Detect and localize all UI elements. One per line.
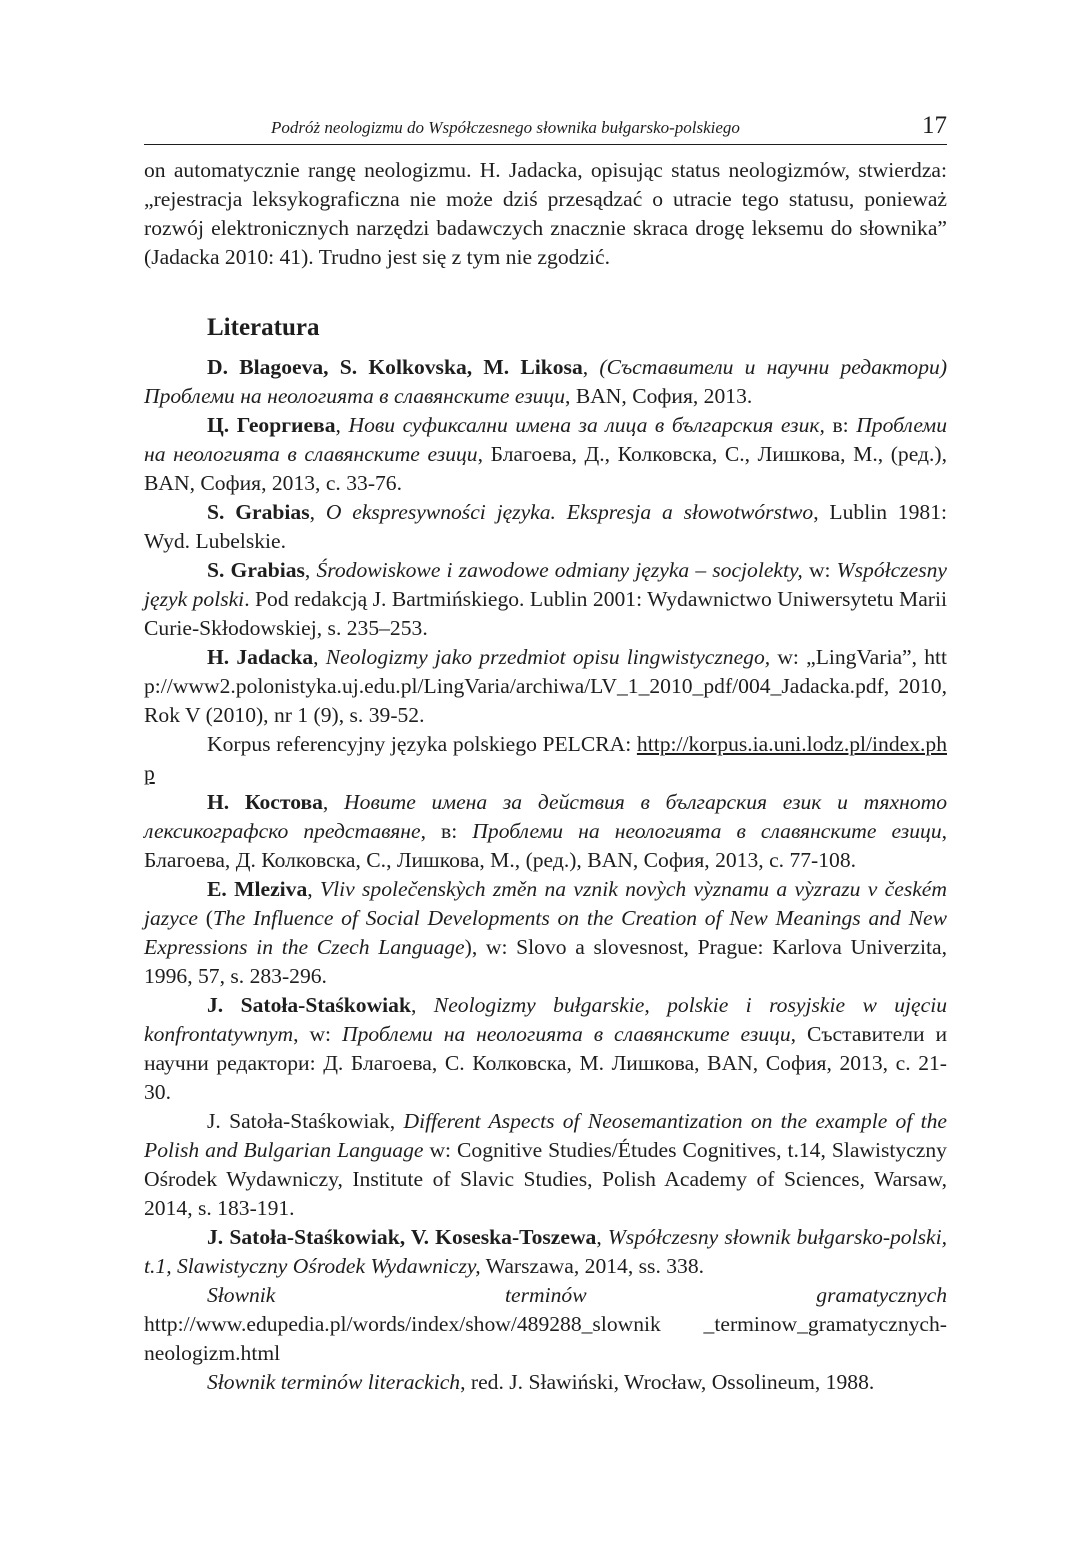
running-head-title: Podróż neologizmu do Współczesnego słownika bułgarsko-polskiego xyxy=(271,118,740,137)
intro-paragraph: on automatycznie rangę neologizmu. H. Jadacka, opisując status neologizmów, stwierdza: „rejestracja leksykograficzna nie może dziś przesądzać o utracie tego statusu, ponieważ rozwój elektronicznych narzędzi badawczych znacznie skraca drogę leksemu do słownika” (Jadacka 2010: 41). Trudno jest się z tym nie zgodzić. xyxy=(144,158,947,269)
reference-item: J. Satoła-Staśkowiak, V. Koseska-Toszewa, Współczesny słownik bułgarsko-polski, t.1, Slawistyczny Ośrodek Wydawniczy, Warszawa, 2014, ss. 338. xyxy=(144,1225,947,1278)
section-title: Literatura xyxy=(207,314,320,341)
running-head xyxy=(144,112,947,145)
reference-item: E. Mleziva, Vliv společenskỳch změn na vznik novỳch vỳznamu a vỳzrazu v českém jazyce (The Influence of Social Developments on the Creation of New Meanings and New Expressions in the Czech Language), w: Slovo a slovesnost, Prague: Karlova Univerzita, 1996, 57, s. 283-296. xyxy=(144,877,947,988)
page-number: 17 xyxy=(922,112,947,139)
reference-item: S. Grabias, Środowiskowe i zawodowe odmiany języka – socjolekty, w: Współczesny język polski. Pod redakcją J. Bartmińskiego. Lublin 2001: Wydawnictwo Uniwersytetu Marii Curie-Skłodowskiej, s. 235–253. xyxy=(144,558,947,640)
reference-item: Ц. Георгиева, Нови суфиксални имена за лица в българския език, в: Проблеми на неологията в славянските езици, Благоева, Д., Колковска, С., Лишкова, М., (ред.), BAN, София, 2013, с. 33-76. xyxy=(144,413,948,495)
reference-item: S. Grabias, O ekspresywności języka. Ekspresja a słowotwórstwo, Lublin 1981: Wyd. Lubelskie. xyxy=(144,500,947,553)
reference-item: J. Satoła-Staśkowiak, Neologizmy bułgarskie, polskie i rosyjskie w ujęciu konfrontatywnym, w: Проблеми на неологията в славянските езици, Съставители и научни редактори: Д. Благоева, С. Колковска, М. Лишкова, BAN, София, 2013, с. 21-30. xyxy=(144,993,948,1104)
page-content xyxy=(144,156,947,1397)
reference-item: H. Jadacka, Neologizmy jako przedmiot opisu lingwistycznego, w: „LingVaria”, http://www2.polonistyka.uj.edu.pl/LingVaria/archiwa/LV_1_2010_pdf/004_Jadacka.pdf, 2010, Rok V (2010), nr 1 (9), s. 39-52. xyxy=(144,645,948,727)
reference-item: J. Satoła-Staśkowiak, Different Aspects of Neosemantization on the example of the Polish and Bulgarian Language w: Cognitive Studies/Études Cognitives, t.14, Slawistyczny Ośrodek Wydawniczy, Institute of Slavic Studies, Polish Academy of Sciences, Warsaw, 2014, s. 183-191. xyxy=(144,1109,947,1220)
reference-item: Słownik terminów literackich, red. J. Sławiński, Wrocław, Ossolineum, 1988. xyxy=(207,1370,875,1394)
reference-item: D. Blagoeva, S. Kolkovska, M. Likosa, (Съставители и научни редактори) Проблеми на неологията в славянските езици, BAN, София, 2013. xyxy=(144,355,948,408)
reference-item: Н. Костова, Новите имена за действия в българския език и тяхното лексикографско представяне, в: Проблеми на неологията в славянските езици, Благоева, Д. Колковска, С., Лишкова, М., (ред.), BAN, София, 2013, с. 77-108. xyxy=(144,790,948,872)
reference-url-text: w: „LingVaria”, http://www2.polonistyka.uj.edu.pl/LingVaria/archiwa/LV_1_2010_pdf/004_Jadacka.pdf, 2010, Rok V (2010), nr 1 (9), s. 39-52. xyxy=(144,645,948,727)
reference-item: Korpus referencyjny języka polskiego PELCRA: http://korpus.ia.uni.lodz.pl/index.php xyxy=(144,732,947,785)
bibliography-list xyxy=(144,353,947,1397)
corpus-link[interactable]: http://korpus.ia.uni.lodz.pl/index.php xyxy=(144,732,947,785)
reference-item: Słownik terminów gramatycznych http://www.edupedia.pl/words/index/show/489288_slownik _terminow_gramatycznych-neologizm.html xyxy=(144,1283,947,1365)
